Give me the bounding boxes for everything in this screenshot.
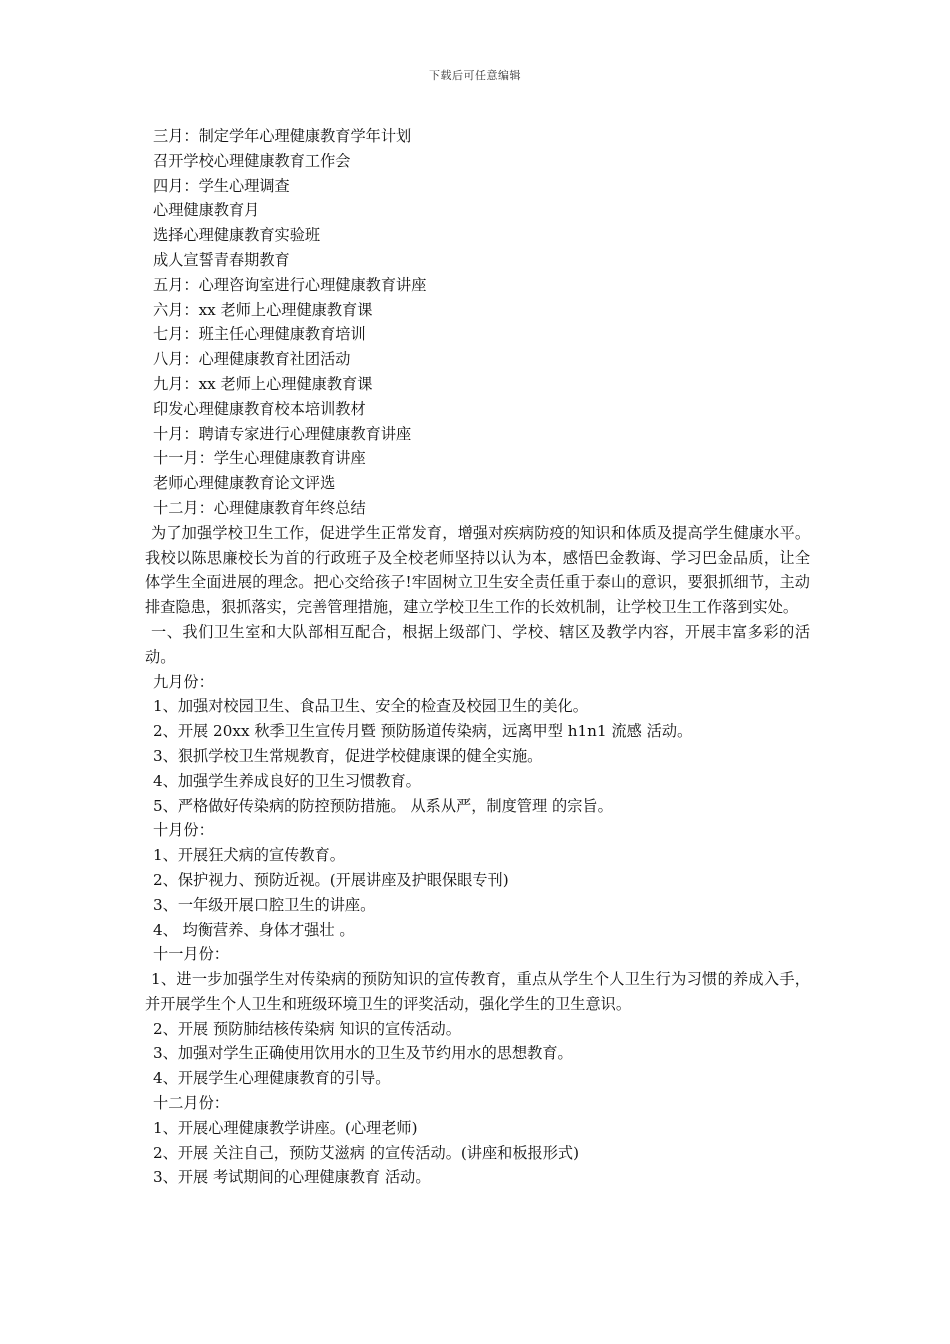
plan-line: 七月：班主任心理健康教育培训 <box>153 325 366 344</box>
list-item: 1、开展心理健康教学讲座。(心理老师) <box>153 1118 418 1137</box>
plan-line: 八月：心理健康教育社团活动 <box>153 350 351 369</box>
list-item: 1、开展狂犬病的宣传教育。 <box>153 846 345 865</box>
month-heading-november: 十一月份： <box>153 945 229 964</box>
plan-line: 四月：学生心理调查 <box>153 176 290 195</box>
list-item: 2、保护视力、预防近视。(开展讲座及护眼保眼专刊) <box>153 870 509 889</box>
list-item: 1、加强对校园卫生、食品卫生、安全的检查及校园卫生的美化。 <box>153 697 588 716</box>
month-heading-october: 十月份： <box>153 821 214 840</box>
plan-line: 五月：心理咨询室进行心理健康教育讲座 <box>153 275 427 294</box>
list-item: 4、加强学生养成良好的卫生习惯教育。 <box>153 771 421 790</box>
plan-line: 选择心理健康教育实验班 <box>153 226 321 245</box>
section-one-paragraph: 一、我们卫生室和大队部相互配合，根据上级部门、学校、辖区及教学内容，开展丰富多彩的活动。 <box>145 622 810 666</box>
list-item: 2、开展 关注自己，预防艾滋病 的宣传活动。(讲座和板报形式) <box>153 1143 580 1162</box>
document-body <box>145 124 810 1190</box>
list-item: 3、一年级开展口腔卫生的讲座。 <box>153 895 376 914</box>
plan-line: 召开学校心理健康教育工作会 <box>153 151 351 170</box>
list-item: 4、开展学生心理健康教育的引导。 <box>153 1069 391 1088</box>
page-header: 下载后可任意编辑 <box>429 69 521 82</box>
list-item: 5、严格做好传染病的防控预防措施。 从系从严，制度管理 的宗旨。 <box>153 796 613 815</box>
month-heading-december: 十二月份： <box>153 1094 229 1113</box>
plan-line: 成人宣誓青春期教育 <box>153 250 290 269</box>
list-item: 3、狠抓学校卫生常规教育，促进学校健康课的健全实施。 <box>153 746 543 765</box>
plan-line: 九月：xx 老师上心理健康教育课 <box>153 374 373 393</box>
plan-line: 十一月：学生心理健康教育讲座 <box>153 449 366 468</box>
list-item: 1、进一步加强学生对传染病的预防知识的宣传教育，重点从学生个人卫生行为习惯的养成入手，并开展学生个人卫生和班级环境卫生的评奖活动，强化学生的卫生意识。 <box>145 970 810 1013</box>
list-item: 3、开展 考试期间的心理健康教育 活动。 <box>153 1168 431 1187</box>
plan-line: 心理健康教育月 <box>153 201 260 220</box>
list-item: 2、开展 20xx 秋季卫生宣传月暨 预防肠道传染病，远离甲型 h1n1 流感 活动。 <box>153 722 693 741</box>
plan-line: 老师心理健康教育论文评选 <box>153 474 336 493</box>
plan-line: 印发心理健康教育校本培训教材 <box>153 399 366 418</box>
list-item: 2、开展 预防肺结核传染病 知识的宣传活动。 <box>153 1019 461 1038</box>
list-item: 3、加强对学生正确使用饮用水的卫生及节约用水的思想教育。 <box>153 1044 573 1063</box>
plan-line: 十二月：心理健康教育年终总结 <box>153 498 366 517</box>
plan-line: 十月：聘请专家进行心理健康教育讲座 <box>153 424 412 443</box>
plan-line: 三月：制定学年心理健康教育学年计划 <box>153 127 412 145</box>
list-item: 4、 均衡营养、身体才强壮 。 <box>153 920 355 939</box>
month-heading-september: 九月份： <box>153 672 214 691</box>
plan-line: 六月：xx 老师上心理健康教育课 <box>153 300 373 319</box>
intro-paragraph: 为了加强学校卫生工作，促进学生正常发育，增强对疾病防疫的知识和体质及提高学生健康水平。我校以陈思廉校长为首的行政班子及全校老师坚持以认为本，感悟巴金教诲、学习巴金品质，让全体学生全面进展的理念。把心交给孩子!牢固树立卫生安全责任重于泰山的意识，要狠抓细节，主动排查隐患，狠抓落实，完善管理措施，建立学校卫生工作的长效机制，让学校卫生工作落到实处。 <box>145 523 810 617</box>
